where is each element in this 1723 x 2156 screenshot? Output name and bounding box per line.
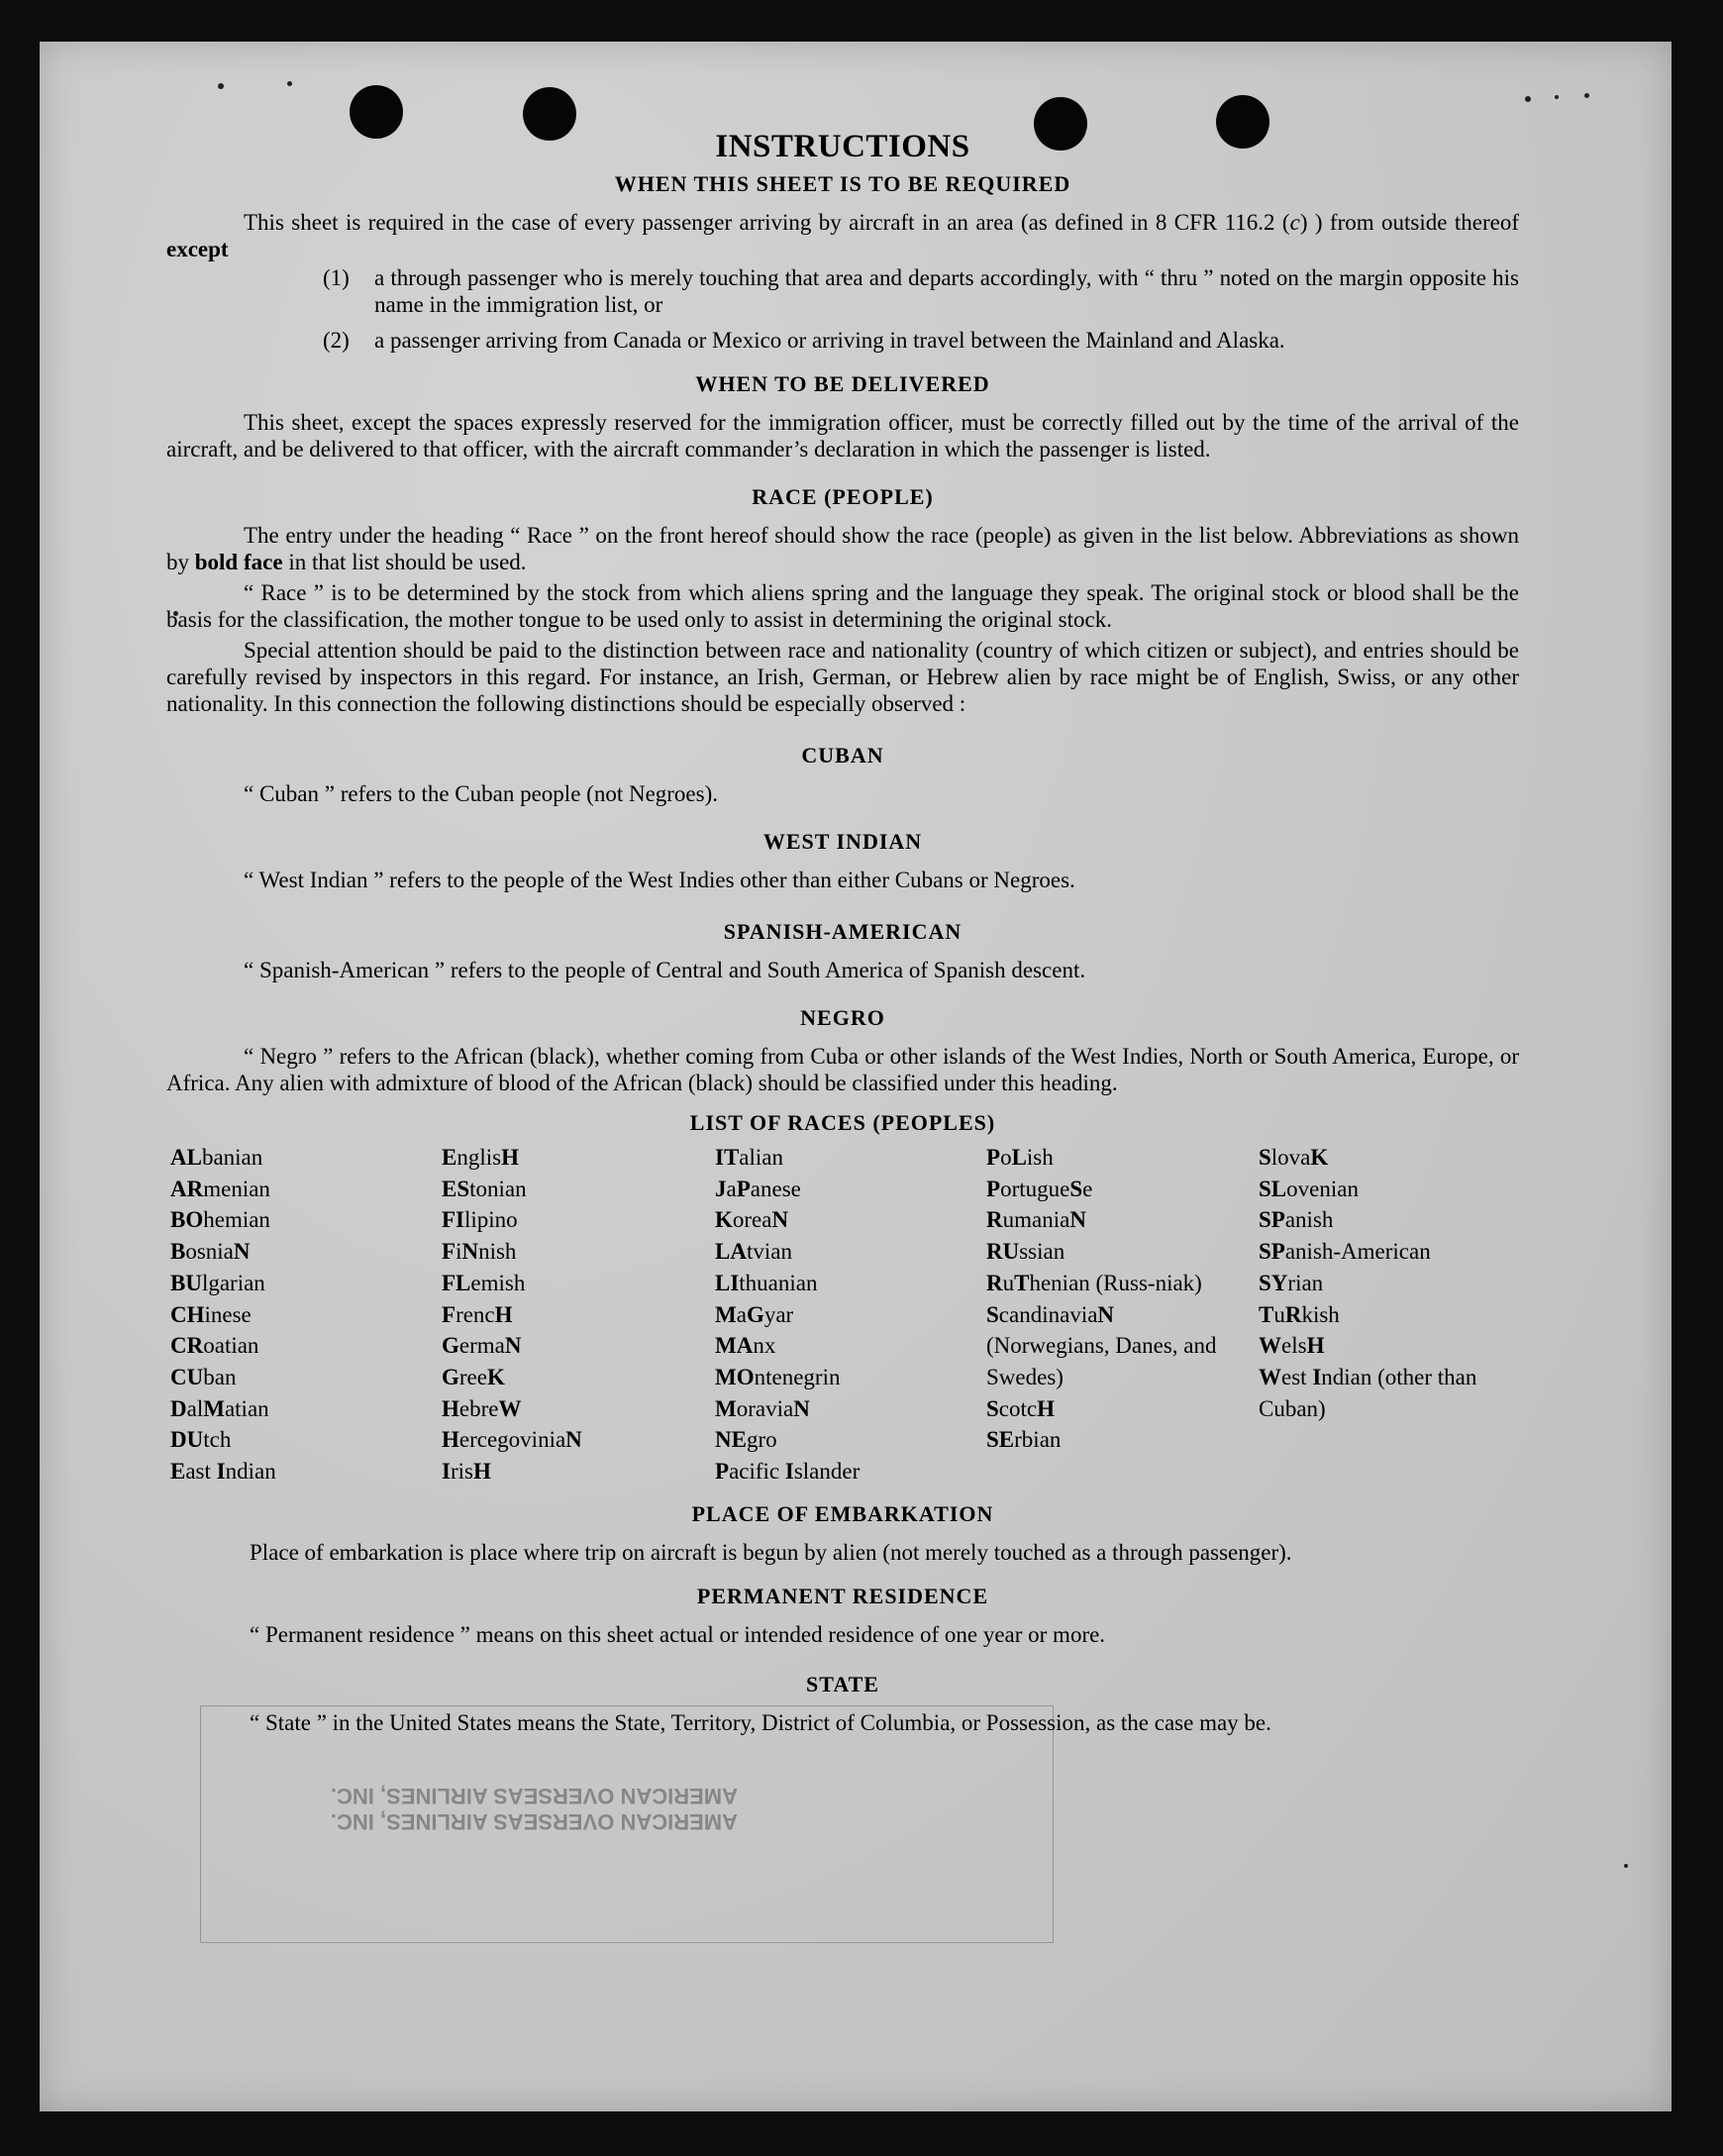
race-entry <box>715 1424 986 1456</box>
heading-cuban: CUBAN <box>801 743 884 768</box>
race-abbrev: SP <box>1259 1207 1285 1233</box>
race-abbrev: K <box>1310 1145 1329 1170</box>
race-abbrev: NE <box>715 1427 747 1453</box>
race-entry <box>170 1362 442 1393</box>
race-rest: u <box>1002 1270 1015 1295</box>
race-abbrev: P <box>736 1176 751 1201</box>
race-entry <box>1259 1299 1523 1331</box>
race-rest: al <box>186 1395 204 1421</box>
race-rest: anese <box>750 1176 801 1201</box>
race-abbrev: H <box>501 1145 519 1170</box>
race-entry <box>442 1204 715 1236</box>
race-entry <box>442 1174 715 1205</box>
race-abbrev: P <box>986 1176 1001 1201</box>
race-rest: (Norwegians, Danes, and Swedes) <box>986 1333 1217 1389</box>
race-rest: rian <box>1287 1270 1324 1295</box>
race-entry <box>715 1236 986 1268</box>
heading-permanent-residence: PERMANENT RESIDENCE <box>696 1583 989 1608</box>
race-entry <box>1259 1330 1523 1362</box>
race-rest: emish <box>470 1270 526 1295</box>
state-text: “ State ” in the United States means the State, Territory, District of Columbia, or Possession, as the case may be. <box>250 1709 1271 1735</box>
race-abbrev: SP <box>1259 1239 1285 1265</box>
race-abbrev: N <box>461 1239 479 1265</box>
race-rest: ovenian <box>1286 1176 1359 1201</box>
race-abbrev: I <box>442 1459 451 1485</box>
race-abbrev: N <box>771 1207 789 1233</box>
race-rest: a <box>736 1301 747 1327</box>
race-abbrev: W <box>498 1395 522 1421</box>
race-column <box>170 1142 442 1488</box>
page-title: INSTRUCTIONS <box>715 129 970 164</box>
race-column <box>715 1142 986 1488</box>
race-abbrev: I <box>1312 1364 1322 1389</box>
race-abbrev: F <box>442 1301 456 1327</box>
race-abbrev: RU <box>986 1239 1020 1265</box>
race-entry <box>986 1236 1259 1268</box>
race-rest: est <box>1281 1364 1313 1389</box>
race-entry <box>715 1142 986 1174</box>
when-required-text: This sheet is required in the case of every passenger arriving by aircraft in an area (as defined in 8 CFR 116.2 (c) ) from outside thereof except <box>166 210 1519 261</box>
race-entry <box>986 1393 1259 1425</box>
race-rest: tvian <box>746 1239 792 1265</box>
race-abbrev: LI <box>715 1270 740 1295</box>
race-abbrev: I <box>784 1459 794 1485</box>
race-rest: nglis <box>456 1145 502 1170</box>
race-abbrev: H <box>442 1427 459 1453</box>
race-abbrev: T <box>1014 1270 1030 1295</box>
race-abbrev: H <box>1037 1395 1055 1421</box>
race-abbrev: CR <box>170 1333 204 1359</box>
cuban-text: “ Cuban ” refers to the Cuban people (not Negroes). <box>244 781 719 806</box>
race-rest: inese <box>204 1301 252 1327</box>
race-entry <box>170 1299 442 1331</box>
race-abbrev: N <box>1097 1301 1115 1327</box>
race-abbrev: L <box>1011 1145 1027 1170</box>
race-rest: yar <box>763 1301 794 1327</box>
race-rest: ish <box>1026 1145 1054 1170</box>
race-abbrev: H <box>1306 1333 1325 1359</box>
race-entry <box>986 1424 1259 1456</box>
instructions-content <box>166 129 1519 1736</box>
race-entry <box>715 1456 986 1488</box>
race-abbrev: S <box>1259 1145 1271 1170</box>
race-rest: osnia <box>185 1239 234 1265</box>
race-abbrev: N <box>793 1395 810 1421</box>
race-rest: menian <box>203 1176 270 1201</box>
when-delivered-text: This sheet, except the spaces expressly reserved for the immigration officer, must be correctly filled out by the time of the arrival of the aircraft, and be delivered to that officer, with the aircraft commander’s declaration in which the passenger is listed. <box>166 410 1519 462</box>
race-entry <box>442 1236 715 1268</box>
race-entry <box>170 1204 442 1236</box>
race-abbrev: IT <box>715 1145 740 1170</box>
race-rest: hemian <box>203 1207 270 1233</box>
race-rest: rbian <box>1014 1427 1062 1453</box>
race-column <box>986 1142 1259 1488</box>
race-entry <box>442 1362 715 1393</box>
race-rest: umania <box>1002 1207 1070 1233</box>
race-entry <box>170 1456 442 1488</box>
race-rest: nish <box>478 1239 517 1265</box>
race-entry <box>170 1330 442 1362</box>
race-rest: e <box>1082 1176 1093 1201</box>
race-abbrev: S <box>986 1301 999 1327</box>
race-abbrev: I <box>216 1459 226 1485</box>
race-rest: lgarian <box>201 1270 265 1295</box>
race-rest: ree <box>458 1364 487 1389</box>
race-abbrev: K <box>715 1207 733 1233</box>
race-rest: henian (Russ-niak) <box>1029 1270 1202 1295</box>
race-entry <box>715 1268 986 1299</box>
race-column <box>1259 1142 1523 1488</box>
race-abbrev: H <box>494 1301 513 1327</box>
race-paragraph: The entry under the heading “ Race ” on the front hereof should show the race (people) as given in the list below. Abbreviations as shown by bold face in that list should be used. <box>166 523 1519 574</box>
race-entry <box>170 1236 442 1268</box>
race-rest: lipino <box>464 1207 518 1233</box>
exception-item: (2) a passenger arriving from Canada or Mexico or arriving in travel between the Mainland and Alaska. <box>323 328 1285 353</box>
race-rest: ban <box>203 1364 237 1389</box>
race-abbrev: B <box>170 1239 186 1265</box>
race-entry <box>715 1299 986 1331</box>
spanish-american-text: “ Spanish-American ” refers to the people of Central and South America of Spanish descent. <box>244 958 1086 982</box>
race-rest: candinavia <box>998 1301 1098 1327</box>
race-abbrev: FI <box>442 1207 464 1233</box>
race-entry <box>442 1393 715 1425</box>
heading-when-required: WHEN THIS SHEET IS TO BE REQUIRED <box>614 171 1071 196</box>
race-abbrev: R <box>986 1270 1003 1295</box>
race-abbrev: AR <box>170 1176 204 1201</box>
race-abbrev: R <box>1284 1301 1302 1327</box>
race-entry <box>1259 1268 1523 1299</box>
race-entry <box>986 1268 1234 1299</box>
race-entry <box>442 1424 715 1456</box>
race-entry <box>715 1174 986 1205</box>
stamp-line: AMERICAN OVERSEAS AIRLINES, INC. <box>330 1784 738 1808</box>
race-abbrev: ES <box>442 1176 470 1201</box>
race-rest: tch <box>203 1427 232 1453</box>
race-entry <box>1259 1174 1523 1205</box>
race-rest: orea <box>732 1207 772 1233</box>
race-abbrev: E <box>170 1459 186 1485</box>
race-entry <box>442 1456 715 1488</box>
negro-text: “ Negro ” refers to the African (black), whether coming from Cuba or other islands of the West Indies, North or South America, Europe, or Africa. Any alien with admixture of blood of the African (black) should be classified under this heading. <box>166 1044 1519 1095</box>
race-entry <box>442 1330 715 1362</box>
race-rest: oravia <box>736 1395 794 1421</box>
race-entry <box>170 1393 442 1425</box>
race-entry <box>715 1330 986 1362</box>
heading-embarkation: PLACE OF EMBARKATION <box>691 1500 994 1526</box>
heading-list-of-races: LIST OF RACES (PEOPLES) <box>689 1110 996 1135</box>
race-rest: els <box>1281 1333 1307 1359</box>
race-abbrev: N <box>1069 1207 1086 1233</box>
race-column <box>442 1142 715 1488</box>
race-rest: anish <box>1284 1207 1334 1233</box>
race-abbrev: G <box>442 1364 459 1389</box>
race-entry <box>986 1204 1259 1236</box>
race-abbrev: S <box>986 1395 999 1421</box>
race-rest: oatian <box>203 1333 259 1359</box>
stamp-line: AMERICAN OVERSEAS AIRLINES, INC. <box>330 1809 738 1834</box>
race-rest: ercegovinia <box>458 1427 566 1453</box>
race-rest: banian <box>201 1145 263 1170</box>
race-rest: cotc <box>998 1395 1038 1421</box>
race-rest: acific <box>729 1459 785 1485</box>
race-abbrev: BU <box>170 1270 202 1295</box>
race-rest: renc <box>456 1301 495 1327</box>
race-abbrev: FL <box>442 1270 471 1295</box>
west-indian-text: “ West Indian ” refers to the people of the West Indies other than either Cubans or Negroes. <box>244 868 1075 892</box>
race-rest: erma <box>458 1333 505 1359</box>
race-abbrev: J <box>715 1176 727 1201</box>
race-abbrev: W <box>1259 1364 1281 1389</box>
race-paragraph: “ Race ” is to be determined by the stock from which aliens spring and the language they speak. The original stock or blood shall be the basis for the classification, the mother tongue to be used only to assist in determining the original stock. <box>166 580 1519 632</box>
race-rest: ris <box>450 1459 473 1485</box>
heading-when-delivered: WHEN TO BE DELIVERED <box>695 371 990 396</box>
race-rest: atian <box>224 1395 269 1421</box>
embarkation-text: Place of embarkation is place where trip on aircraft is begun by alien (not merely touched as a through passenger). <box>250 1539 1292 1565</box>
race-abbrev: MO <box>715 1364 755 1389</box>
race-abbrev: BO <box>170 1207 204 1233</box>
race-abbrev: SL <box>1259 1176 1287 1201</box>
race-rest: ast <box>185 1459 217 1485</box>
race-abbrev: SE <box>986 1427 1015 1453</box>
race-abbrev: T <box>1259 1301 1274 1327</box>
airline-stamp <box>322 1763 738 1834</box>
race-abbrev: AL <box>170 1145 202 1170</box>
heading-race: RACE (PEOPLE) <box>752 484 934 509</box>
race-abbrev: S <box>1069 1176 1083 1201</box>
race-rest: anish-American <box>1284 1239 1431 1265</box>
race-entry <box>986 1142 1259 1174</box>
race-rest: alian <box>739 1145 783 1170</box>
race-rest: kish <box>1301 1301 1340 1327</box>
race-abbrev: MA <box>715 1333 754 1359</box>
exception-item: (1) a through passenger who is merely touching that area and departs accordingly, with “ thru ” noted on the margin opposite his name in the immigration list, or <box>323 265 1519 317</box>
race-entry <box>1259 1236 1523 1268</box>
race-abbrev: F <box>442 1239 456 1265</box>
race-abbrev: G <box>746 1301 764 1327</box>
race-abbrev: N <box>565 1427 582 1453</box>
race-abbrev: CH <box>170 1301 205 1327</box>
race-abbrev: D <box>170 1395 187 1421</box>
race-entry <box>715 1393 986 1425</box>
race-entry <box>442 1142 715 1174</box>
race-entry <box>170 1268 442 1299</box>
race-paragraph: Special attention should be paid to the distinction between race and nationality (country of which citizen or subject), and entries should be carefully revised by inspectors in this regard. For instance, an Irish, German, or Hebrew alien by race might be of English, Swiss, or any other nationality. In this connection the following distinctions should be especially observed : <box>166 638 1519 716</box>
race-rest: ndian (other than Cuban) <box>1259 1364 1477 1421</box>
race-abbrev: H <box>442 1395 459 1421</box>
race-entry <box>170 1424 442 1456</box>
heading-negro: NEGRO <box>800 1005 885 1030</box>
race-abbrev: M <box>715 1395 737 1421</box>
race-rest: ntenegrin <box>754 1364 841 1389</box>
race-abbrev: R <box>986 1207 1003 1233</box>
race-entry <box>442 1268 715 1299</box>
race-abbrev: P <box>715 1459 730 1485</box>
race-rest: ortugue <box>1000 1176 1070 1201</box>
race-list <box>170 1142 1519 1488</box>
race-abbrev: M <box>203 1395 225 1421</box>
race-abbrev: LA <box>715 1239 747 1265</box>
race-entry <box>442 1299 715 1331</box>
race-rest: a <box>726 1176 737 1201</box>
race-rest: lova <box>1270 1145 1311 1170</box>
race-abbrev: N <box>504 1333 522 1359</box>
race-entry <box>986 1299 1234 1393</box>
race-abbrev: M <box>715 1301 737 1327</box>
race-abbrev: CU <box>170 1364 204 1389</box>
race-entry <box>170 1142 442 1174</box>
heading-west-indian: WEST INDIAN <box>762 829 923 854</box>
race-entry <box>1259 1142 1523 1174</box>
race-abbrev: H <box>472 1459 491 1485</box>
race-rest: nx <box>753 1333 776 1359</box>
race-abbrev: DU <box>170 1427 204 1453</box>
race-entry <box>715 1362 986 1393</box>
race-abbrev: K <box>486 1364 505 1389</box>
race-rest: slander <box>793 1459 861 1485</box>
race-rest: tonian <box>469 1176 527 1201</box>
heading-spanish-american: SPANISH-AMERICAN <box>723 919 963 944</box>
race-entry <box>170 1174 442 1205</box>
race-abbrev: W <box>1259 1333 1281 1359</box>
race-abbrev: P <box>986 1145 1001 1170</box>
race-rest: o <box>1000 1145 1012 1170</box>
race-abbrev: SY <box>1259 1270 1288 1295</box>
race-rest: gro <box>746 1427 777 1453</box>
race-rest: ebre <box>458 1395 499 1421</box>
race-rest: ndian <box>225 1459 276 1485</box>
race-abbrev: G <box>442 1333 459 1359</box>
race-rest: i <box>456 1239 462 1265</box>
race-rest: ssian <box>1019 1239 1065 1265</box>
race-abbrev: N <box>233 1239 251 1265</box>
race-entry <box>1259 1204 1523 1236</box>
heading-state: STATE <box>806 1671 879 1696</box>
race-entry <box>715 1204 986 1236</box>
race-rest: thuanian <box>739 1270 818 1295</box>
residence-text: “ Permanent residence ” means on this sheet actual or intended residence of one year or more. <box>250 1621 1106 1647</box>
race-entry <box>986 1174 1259 1205</box>
race-entry <box>1259 1362 1486 1424</box>
race-rest: u <box>1273 1301 1285 1327</box>
race-abbrev: E <box>442 1145 457 1170</box>
